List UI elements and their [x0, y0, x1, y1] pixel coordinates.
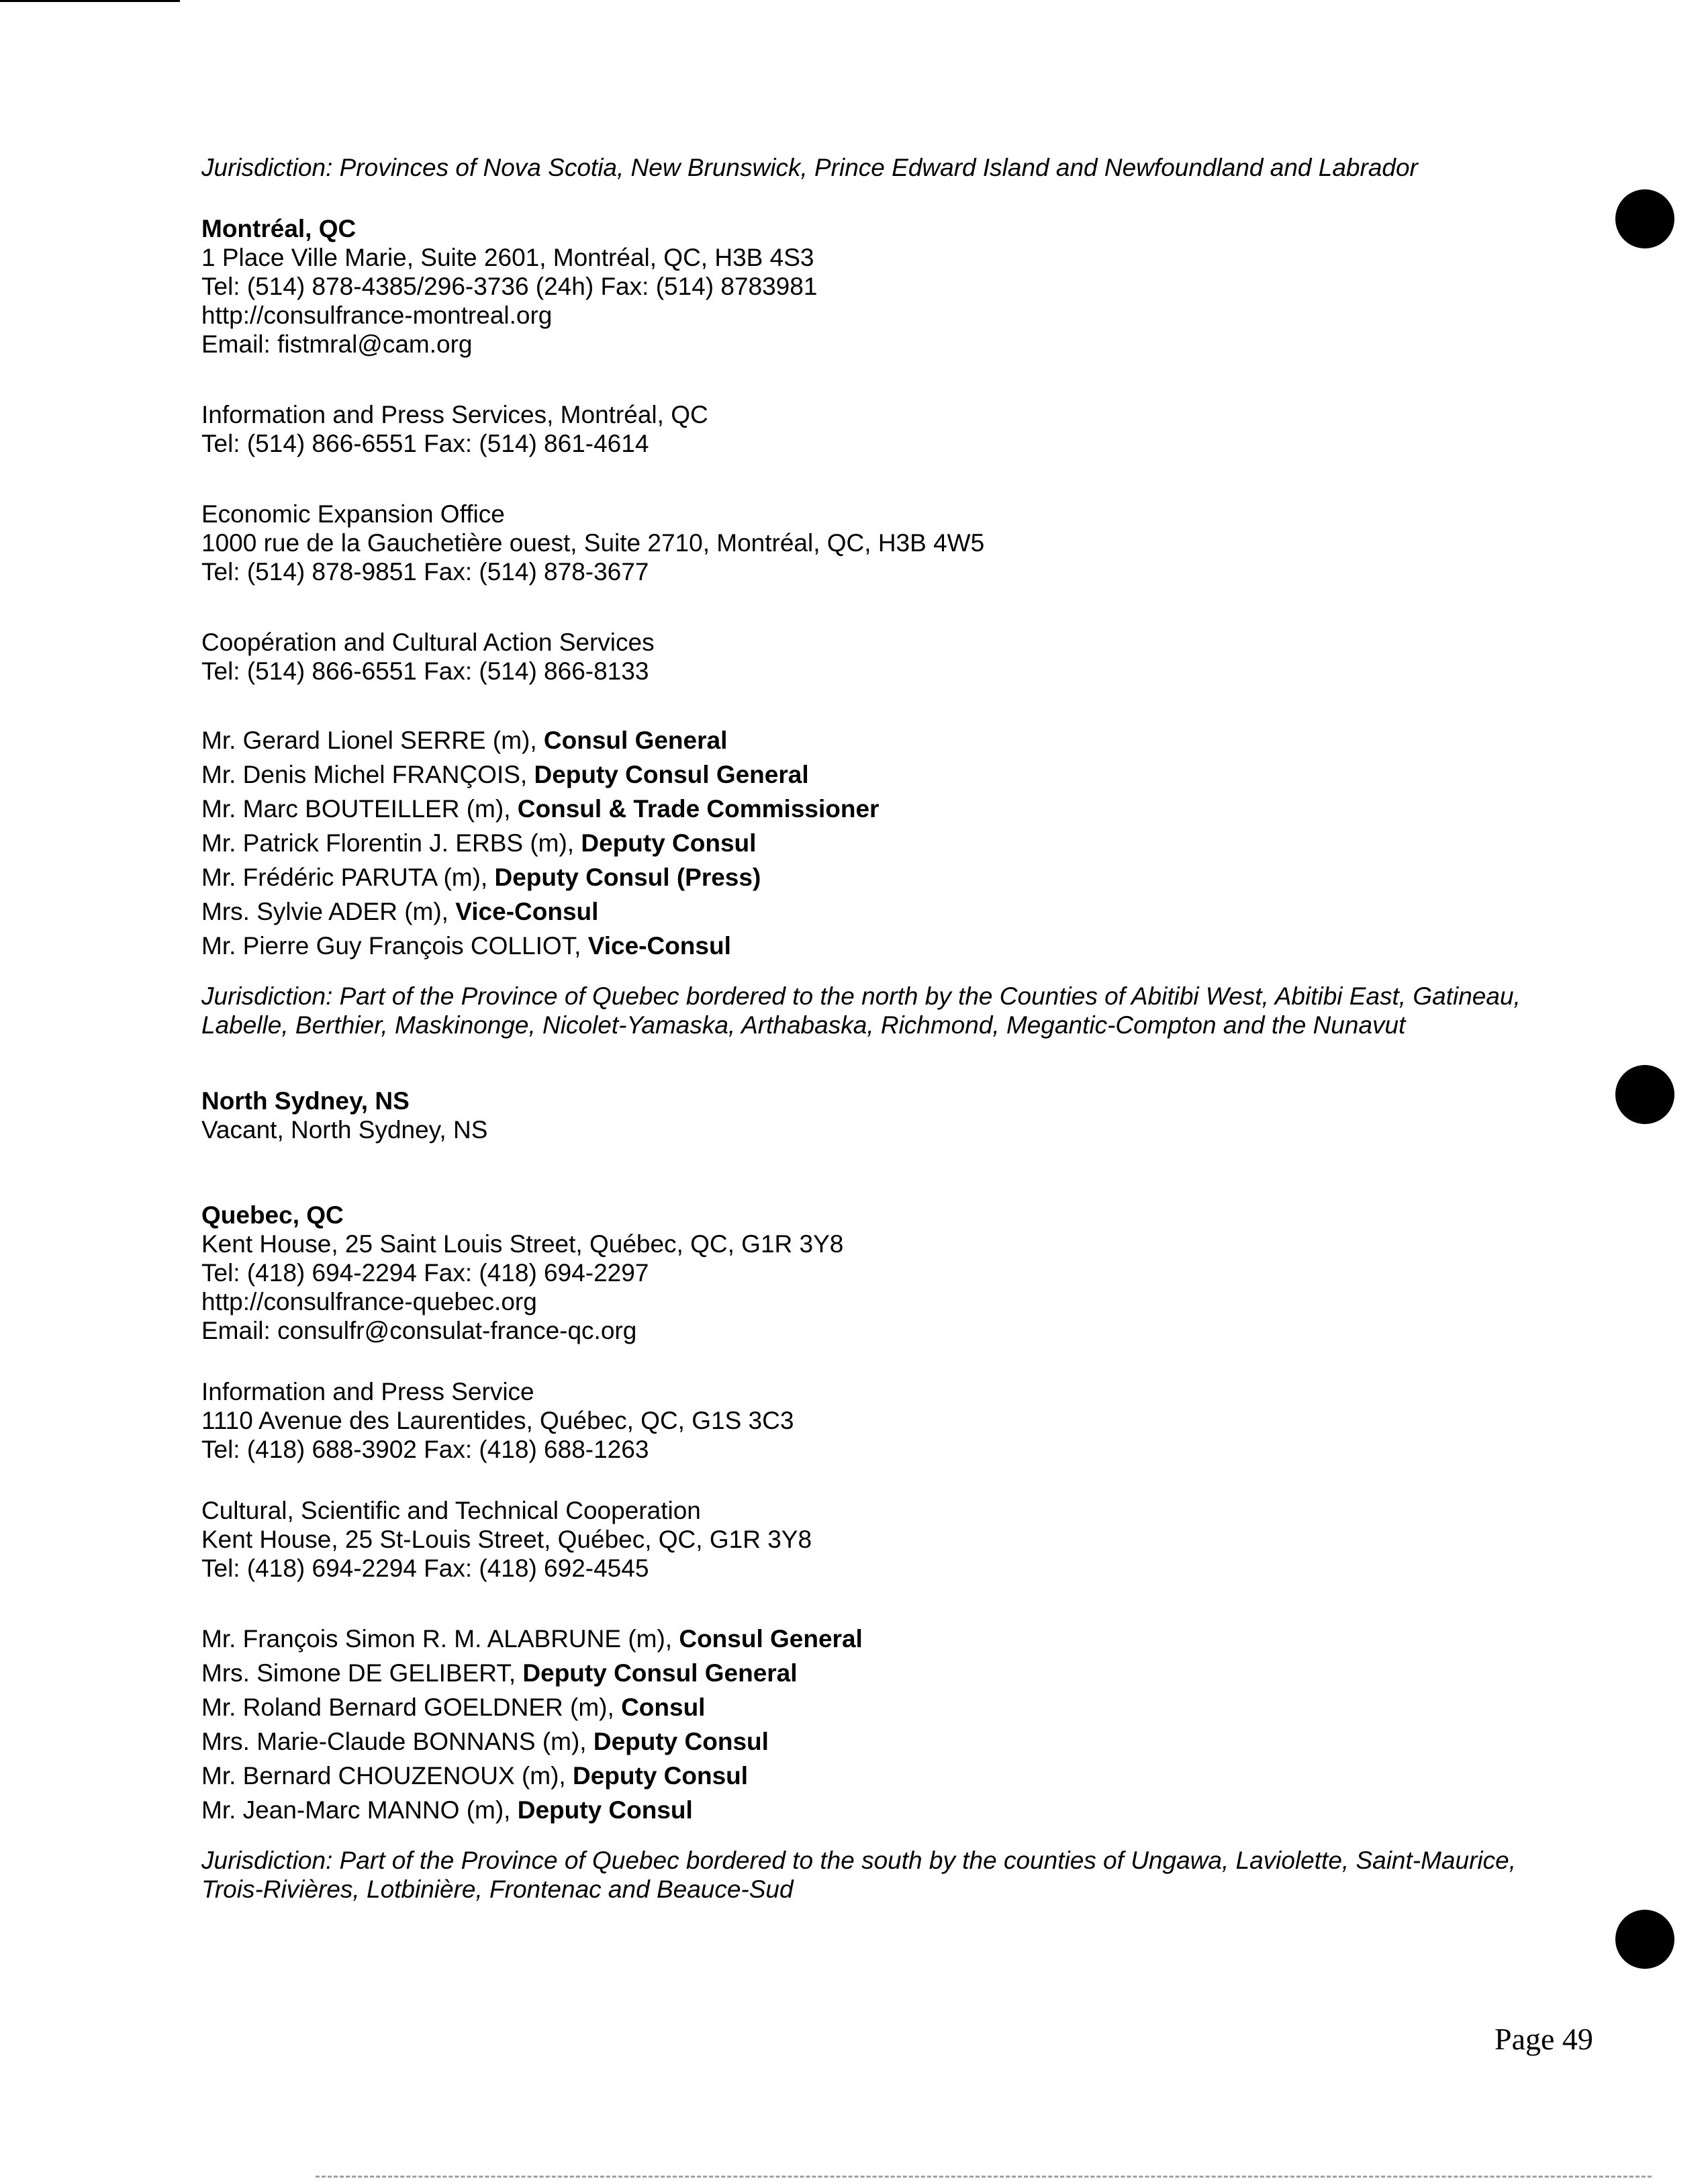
quebec-website: http://consulfrance-quebec.org — [201, 1288, 537, 1315]
quebec-address: Kent House, 25 Saint Louis Street, Québec, QC, G1R 3Y8 — [201, 1230, 844, 1258]
staff-name: Mr. Pierre Guy François COLLIOT, — [201, 932, 588, 960]
north-sydney-section — [201, 1086, 1584, 1144]
staff-name: Mrs. Marie-Claude BONNANS (m), — [201, 1728, 594, 1755]
bottom-edge-rule — [316, 2176, 1652, 2178]
staff-title: Deputy Consul General — [534, 761, 809, 788]
quebec-staff-list — [201, 1622, 1584, 1827]
quebec-jurisdiction — [201, 1846, 1584, 1904]
montreal-cultural-tel: Tel: (514) 866-6551 Fax: (514) 866-8133 — [201, 657, 649, 685]
montreal-heading: Montréal, QC — [201, 215, 357, 242]
staff-title: Consul & Trade Commissioner — [517, 795, 880, 823]
staff-name: Mr. François Simon R. M. ALABRUNE (m), — [201, 1625, 679, 1653]
staff-title: Vice-Consul — [587, 932, 731, 960]
staff-title: Deputy Consul — [581, 829, 757, 857]
staff-entry — [201, 894, 1584, 929]
jurisdiction-line: Jurisdiction: Part of the Province of Quebec bordered to the south by the counties of Ungawa, Laviolette, Saint-Maurice, — [201, 1847, 1516, 1874]
staff-name: Mr. Patrick Florentin J. ERBS (m), — [201, 829, 581, 857]
montreal-economic-title: Economic Expansion Office — [201, 500, 505, 528]
staff-title: Consul General — [679, 1625, 863, 1653]
binder-hole-bottom — [1615, 1910, 1674, 1969]
staff-entry — [201, 826, 1584, 860]
montreal-email: Email: fistmral@cam.org — [201, 330, 473, 358]
quebec-cultural-title: Cultural, Scientific and Technical Cooperation — [201, 1497, 701, 1524]
staff-name: Mr. Frédéric PARUTA (m), — [201, 864, 495, 891]
binder-hole-top — [1615, 189, 1674, 248]
staff-title: Consul General — [543, 727, 728, 754]
page-number: Page 49 — [1494, 2022, 1593, 2056]
staff-name: Mr. Bernard CHOUZENOUX (m), — [201, 1762, 573, 1790]
staff-entry — [201, 723, 1584, 757]
staff-title: Deputy Consul — [573, 1762, 749, 1790]
staff-entry — [201, 757, 1584, 792]
quebec-section — [201, 1201, 1584, 1904]
montreal-section — [201, 214, 1584, 1039]
staff-entry — [201, 792, 1584, 826]
top-edge-rule — [0, 0, 180, 2]
staff-entry — [201, 860, 1584, 894]
montreal-jurisdiction — [201, 982, 1584, 1039]
staff-entry — [201, 929, 1584, 963]
staff-title: Vice-Consul — [455, 898, 599, 925]
staff-title: Consul — [621, 1693, 706, 1721]
quebec-email: Email: consulfr@consulat-france-qc.org — [201, 1317, 637, 1344]
north-sydney-heading: North Sydney, NS — [201, 1087, 410, 1115]
jurisdiction-line: Trois-Rivières, Lotbinière, Frontenac and Beauce-Sud — [201, 1875, 794, 1903]
quebec-tel: Tel: (418) 694-2294 Fax: (418) 694-2297 — [201, 1259, 649, 1287]
staff-entry — [201, 1724, 1584, 1759]
staff-entry — [201, 1656, 1584, 1690]
jurisdiction-line: Labelle, Berthier, Maskinonge, Nicolet-Yamaska, Arthabaska, Richmond, Megantic-Compton and the Nunavut — [201, 1011, 1406, 1039]
quebec-info-press-address: 1110 Avenue des Laurentides, Québec, QC, G1S 3C3 — [201, 1407, 794, 1434]
montreal-cultural-title: Coopération and Cultural Action Services — [201, 629, 655, 656]
staff-title: Deputy Consul — [517, 1796, 693, 1824]
montreal-address: 1 Place Ville Marie, Suite 2601, Montréal, QC, H3B 4S3 — [201, 244, 814, 271]
quebec-cultural-tel: Tel: (418) 694-2294 Fax: (418) 692-4545 — [201, 1554, 649, 1582]
staff-entry — [201, 1690, 1584, 1724]
staff-name: Mr. Marc BOUTEILLER (m), — [201, 795, 518, 823]
staff-name: Mrs. Simone DE GELIBERT, — [201, 1659, 523, 1687]
staff-title: Deputy Consul — [593, 1728, 769, 1755]
quebec-cultural-address: Kent House, 25 St-Louis Street, Québec, QC, G1R 3Y8 — [201, 1526, 812, 1553]
staff-name: Mrs. Sylvie ADER (m), — [201, 898, 456, 925]
staff-entry — [201, 1793, 1584, 1827]
montreal-staff-list — [201, 723, 1584, 963]
staff-name: Mr. Roland Bernard GOELDNER (m), — [201, 1693, 622, 1721]
staff-entry — [201, 1759, 1584, 1793]
staff-title: Deputy Consul (Press) — [494, 864, 761, 891]
montreal-tel: Tel: (514) 878-4385/296-3736 (24h) Fax: (514) 8783981 — [201, 273, 818, 300]
montreal-info-press-title: Information and Press Services, Montréal, QC — [201, 401, 708, 428]
jurisdiction-line: Jurisdiction: Part of the Province of Quebec bordered to the north by the Counties of Abitibi West, Abitibi East, Gatineau, — [201, 982, 1521, 1010]
quebec-heading: Quebec, QC — [201, 1201, 344, 1229]
staff-name: Mr. Gerard Lionel SERRE (m), — [201, 727, 544, 754]
montreal-info-press-tel: Tel: (514) 866-6551 Fax: (514) 861-4614 — [201, 430, 649, 457]
binder-hole-middle — [1615, 1065, 1674, 1124]
quebec-info-press-title: Information and Press Service — [201, 1378, 534, 1405]
montreal-economic-tel: Tel: (514) 878-9851 Fax: (514) 878-3677 — [201, 558, 649, 586]
staff-entry — [201, 1622, 1584, 1656]
quebec-info-press-tel: Tel: (418) 688-3902 Fax: (418) 688-1263 — [201, 1436, 649, 1463]
montreal-website: http://consulfrance-montreal.org — [201, 301, 553, 329]
jurisdiction-atlantic: Jurisdiction: Provinces of Nova Scotia, New Brunswick, Prince Edward Island and Newfoundland and Labrador — [201, 154, 1418, 181]
north-sydney-text: Vacant, North Sydney, NS — [201, 1116, 488, 1144]
staff-name: Mr. Denis Michel FRANÇOIS, — [201, 761, 534, 788]
staff-name: Mr. Jean-Marc MANNO (m), — [201, 1796, 518, 1824]
staff-title: Deputy Consul General — [522, 1659, 798, 1687]
page-content — [201, 153, 1584, 1904]
montreal-economic-address: 1000 rue de la Gauchetière ouest, Suite 2710, Montréal, QC, H3B 4W5 — [201, 529, 985, 557]
